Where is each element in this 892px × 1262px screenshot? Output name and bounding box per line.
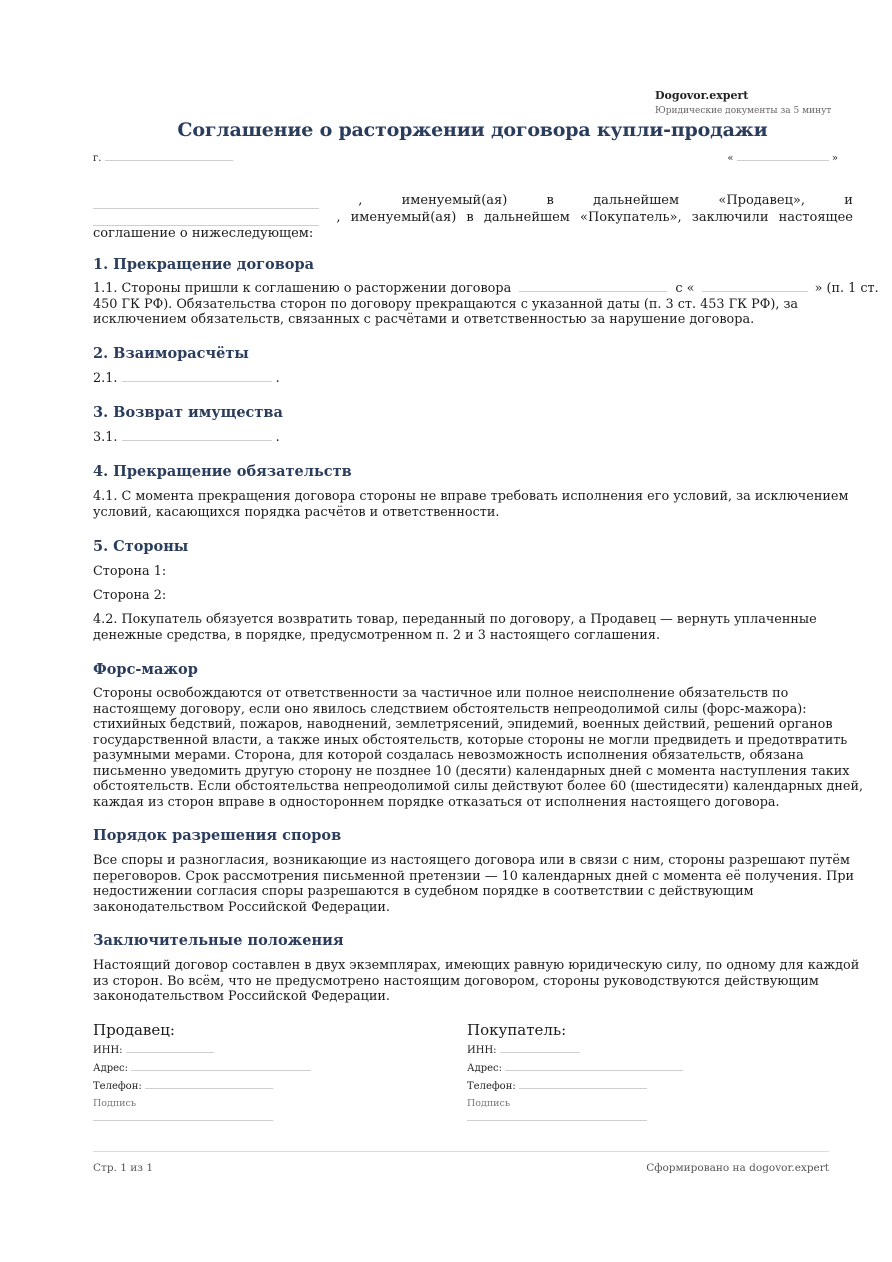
section-heading-2: 2. Взаиморасчёты <box>93 345 249 362</box>
side-2-label: Сторона 2: <box>93 588 167 603</box>
termination-date-blank[interactable] <box>702 281 808 292</box>
seller-word-2: в <box>546 193 554 208</box>
seller-inn-label: ИНН: <box>93 1045 123 1056</box>
seller-sign-label: Подпись <box>93 1098 137 1109</box>
clause-3-1-blank[interactable] <box>122 430 272 441</box>
parties-preamble <box>93 193 853 242</box>
clause-2-1-blank[interactable] <box>122 371 272 382</box>
seller-word-5: и <box>844 193 853 208</box>
clause-1-1-text-d: ГК РФ). Обязательства сторон по договору прекращаются с указанной даты (п. 3 ст. 453 ГК РФ), за исключением обязательств, связанных с расчётами и ответственностью за нарушение договора. <box>93 296 799 327</box>
buyer-signature-block <box>467 1021 727 1121</box>
buyer-phone-row <box>467 1078 727 1096</box>
date-close-quote: » <box>831 153 838 164</box>
clause-1-1 <box>93 281 888 328</box>
city-blank[interactable] <box>105 150 233 161</box>
seller-comma: , <box>358 193 363 208</box>
seller-phone-blank[interactable] <box>145 1078 273 1089</box>
footer-divider <box>93 1151 829 1152</box>
seller-inn-row <box>93 1042 353 1060</box>
clause-2-1-number: 2.1. <box>93 371 118 386</box>
seller-signature-block <box>93 1021 353 1121</box>
final-provisions-text: Настоящий договор составлен в двух экземплярах, имеющих равную юридическую силу, по одному для каждой из сторон. Во всём, что не предусмотрено настоящим договором, стороны руководствуются действующим законодательством Российской Федерации. <box>93 958 860 1004</box>
buyer-heading: Покупатель: <box>467 1021 567 1039</box>
clause-2-1 <box>93 371 873 387</box>
contract-number-blank[interactable] <box>519 281 667 292</box>
brand-tagline: Юридические документы за 5 минут <box>655 106 832 116</box>
seller-signature-line[interactable] <box>93 1114 273 1121</box>
seller-address-label: Адрес: <box>93 1063 129 1074</box>
section-heading-5: 5. Стороны <box>93 538 189 555</box>
disputes-text: Все споры и разногласия, возникающие из настоящего договора или в связи с ним, стороны разрешают путём переговоров. Срок рассмотрения письменной претензии — 10 календарных дней с момента её получения. При недостижении согласия споры разрешаются в судебном порядке в соответствии с действующим законодательством Российской Федерации. <box>93 853 855 915</box>
seller-name-blank[interactable] <box>93 194 319 209</box>
buyer-address-row <box>467 1060 727 1078</box>
side-1-label: Сторона 1: <box>93 564 167 579</box>
section-heading-1: 1. Прекращение договора <box>93 256 314 273</box>
buyer-address-label: Адрес: <box>467 1063 503 1074</box>
seller-word-1: именуемый(ая) <box>401 193 508 208</box>
seller-phone-label: Телефон: <box>93 1081 142 1092</box>
seller-word-3: дальнейшем <box>593 193 680 208</box>
place-date-row <box>93 150 838 168</box>
clause-4-2: 4.2. Покупатель обязуется возвратить товар, переданный по договору, а Продавец — вернуть уплаченные денежные средства, в порядке, предусмотренном п. 2 и 3 настоящего соглашения. <box>93 612 817 643</box>
clause-2-1-dot: . <box>275 371 280 386</box>
brand-block <box>655 88 831 118</box>
section-heading-3: 3. Возврат имущества <box>93 404 283 421</box>
seller-heading: Продавец: <box>93 1021 175 1039</box>
clause-4-1: 4.1. С момента прекращения договора стороны не вправе требовать исполнения его условий, за исключением условий, касающихся порядка расчётов и ответственности. <box>93 489 849 520</box>
seller-row <box>93 193 853 209</box>
buyer-name-blank[interactable] <box>93 211 319 226</box>
city-prefix: г. <box>93 153 102 164</box>
buyer-signature-line[interactable] <box>467 1114 647 1121</box>
clause-3-1-number: 3.1. <box>93 430 118 445</box>
buyer-sign-label: Подпись <box>467 1098 511 1109</box>
clause-1-1-text-a: 1.1. Стороны пришли к соглашению о расторжении договора <box>93 281 512 296</box>
seller-word-4: «Продавец», <box>718 193 806 208</box>
generated-by: Сформировано на dogovor.expert <box>646 1162 829 1174</box>
section-heading-force-majeure: Форс-мажор <box>93 661 198 678</box>
section-heading-disputes: Порядок разрешения споров <box>93 827 342 844</box>
clause-1-1-text-c: » (п. 1 ст. 450 <box>93 281 879 312</box>
buyer-phone-blank[interactable] <box>519 1078 647 1089</box>
date-blank[interactable] <box>737 150 829 161</box>
force-majeure-text: Стороны освобождаются от ответственности за частичное или полное неисполнение обязательств по настоящему договору, если оно явилось следствием обстоятельств непреодолимой силы (форс-мажора): стихийных бедствий, пожаров, наводнений, землетрясений, эпидемий, военных действий, решений органов государственной власти, а также иных обстоятельств, которые стороны не могли предвидеть и предотвратить разумными мерами. Сторона, для которой создалась невозможность исполнения обязательств, обязана письменно уведомить другую сторону не позднее 10 (десяти) календарных дней с момента наступления таких обстоятельств. Если обстоятельства непреодолимой силы действуют более 60 (шестидесяти) календарных дней, каждая из сторон вправе в одностороннем порядке отказаться от исполнения настоящего договора. <box>93 686 864 810</box>
buyer-row <box>93 210 853 226</box>
date-field <box>727 150 838 164</box>
buyer-inn-blank[interactable] <box>500 1042 580 1053</box>
section-heading-final: Заключительные положения <box>93 932 344 949</box>
clause-3-1-dot: . <box>275 430 280 445</box>
buyer-phone-label: Телефон: <box>467 1081 516 1092</box>
buyer-inn-row <box>467 1042 727 1060</box>
seller-address-row <box>93 1060 353 1078</box>
seller-inn-blank[interactable] <box>126 1042 214 1053</box>
date-open-quote: « <box>727 153 734 164</box>
seller-address-blank[interactable] <box>131 1060 311 1071</box>
preamble-closing: соглашение о нижеследующем: <box>93 226 314 241</box>
document-title: Соглашение о расторжении договора купли-продажи <box>177 119 768 141</box>
buyer-address-blank[interactable] <box>505 1060 683 1071</box>
buyer-inn-label: ИНН: <box>467 1045 497 1056</box>
page-number: Стр. 1 из 1 <box>93 1162 154 1174</box>
buyer-text: , именуемый(ая) в дальнейшем «Покупатель», заключили настоящее <box>336 210 853 225</box>
clause-1-1-text-b: с « <box>675 281 695 296</box>
section-heading-4: 4. Прекращение обязательств <box>93 463 352 480</box>
brand-name: Dogovor.expert <box>655 89 749 102</box>
city-field <box>93 150 233 164</box>
clause-3-1 <box>93 430 873 446</box>
seller-phone-row <box>93 1078 353 1096</box>
